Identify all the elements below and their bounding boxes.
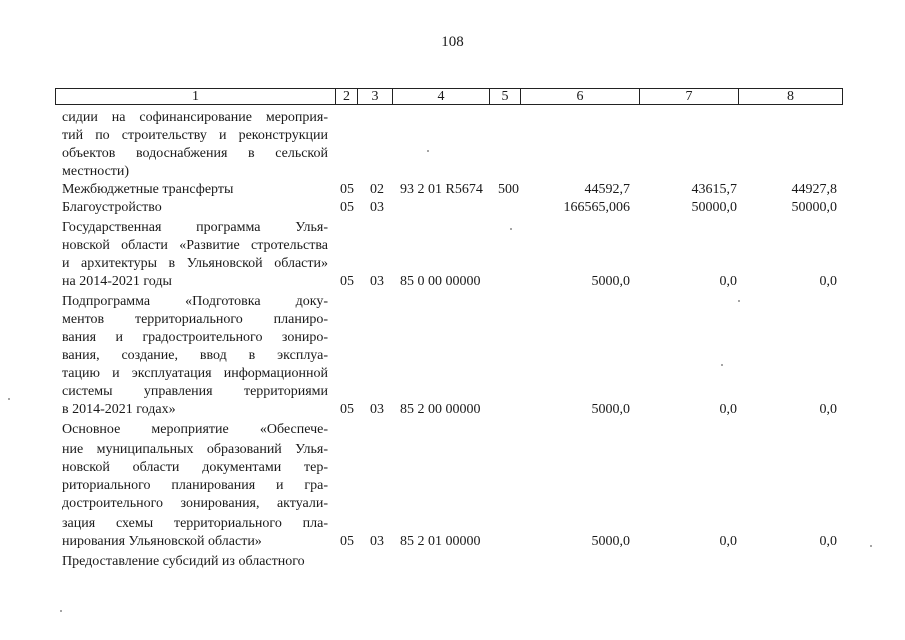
row-label: нирования Ульяновской области» [62,534,262,549]
row-label: Межбюджетные трансферты [62,182,234,197]
row-label: риториального планирования и гра- [62,478,328,493]
cell-section: 05 [340,402,354,417]
row-label: новской области «Развитие стротельства [62,238,328,253]
continuation-line: местности) [62,164,130,179]
row-label: ние муниципальных образований Улья- [62,442,328,457]
cell-amount-col7: 50000,0 [691,200,737,215]
scan-speck [738,300,740,302]
cell-section: 05 [340,182,354,197]
header-col-6: 6 [521,89,640,104]
cell-target-code: 85 2 00 00000 [400,402,481,417]
cell-amount-col6: 166565,006 [563,200,630,215]
scan-speck [510,228,512,230]
cell-expense-type: 500 [498,182,519,197]
header-col-4: 4 [393,89,490,104]
cell-amount-col7: 0,0 [719,274,737,289]
cell-amount-col8: 50000,0 [791,200,837,215]
scan-speck [870,545,872,547]
header-col-2: 2 [336,89,358,104]
scan-speck [8,398,10,400]
row-label: достроительного зонирования, актуали- [62,496,328,511]
cell-amount-col8: 44927,8 [791,182,837,197]
cell-section: 05 [340,200,354,215]
continuation-line: тий по строительству и реконструкции [62,128,328,143]
header-col-8: 8 [787,89,794,104]
cell-amount-col8: 0,0 [819,274,837,289]
header-col-3: 3 [358,89,393,104]
cell-amount-col6: 44592,7 [584,182,630,197]
row-label: ментов территориального планиро- [62,312,328,327]
row-label: в 2014-2021 годах» [62,402,176,417]
cell-amount-col6: 5000,0 [591,534,630,549]
row-label: вания, создание, ввод в эксплуа- [62,348,328,363]
table-header-row [55,88,843,105]
cell-subsection: 03 [370,274,384,289]
row-label: на 2014-2021 годы [62,274,172,289]
row-label: Подпрограмма «Подготовка доку- [62,294,328,309]
row-label: системы управления территориями [62,384,328,399]
cell-amount-col8: 0,0 [819,402,837,417]
cell-target-code: 85 0 00 00000 [400,274,481,289]
continuation-line: объектов водоснабжения в сельской [62,146,328,161]
cell-amount-col6: 5000,0 [591,402,630,417]
row-label: новской области документами тер- [62,460,328,475]
cell-subsection: 03 [370,200,384,215]
row-label: Предоставление субсидий из областного [62,554,305,569]
row-label: и архитектуры в Ульяновской области» [62,256,328,271]
row-label: Благоустройство [62,200,162,215]
cell-amount-col8: 0,0 [819,534,837,549]
row-label: вания и градостроительного зониро- [62,330,328,345]
row-label: Государственная программа Улья- [62,220,328,235]
row-label: зация схемы территориального пла- [62,516,328,531]
scan-speck [427,150,429,152]
header-col-1: 1 [56,89,336,104]
scan-speck [60,610,62,612]
cell-section: 05 [340,274,354,289]
header-col-5: 5 [490,89,521,104]
cell-target-code: 93 2 01 R5674 [400,182,483,197]
cell-amount-col7: 43615,7 [691,182,737,197]
cell-subsection: 03 [370,534,384,549]
cell-amount-col7: 0,0 [719,402,737,417]
page-number: 108 [441,34,464,50]
cell-target-code: 85 2 01 00000 [400,534,481,549]
header-col-7: 7 [640,89,739,104]
scan-speck [721,364,723,366]
continuation-line: сидии на софинансирование мероприя- [62,110,328,125]
cell-section: 05 [340,534,354,549]
cell-amount-col6: 5000,0 [591,274,630,289]
row-label: Основное мероприятие «Обеспече- [62,422,328,437]
cell-amount-col7: 0,0 [719,534,737,549]
cell-subsection: 02 [370,182,384,197]
row-label: тацию и эксплуатация информационной [62,366,328,381]
cell-subsection: 03 [370,402,384,417]
